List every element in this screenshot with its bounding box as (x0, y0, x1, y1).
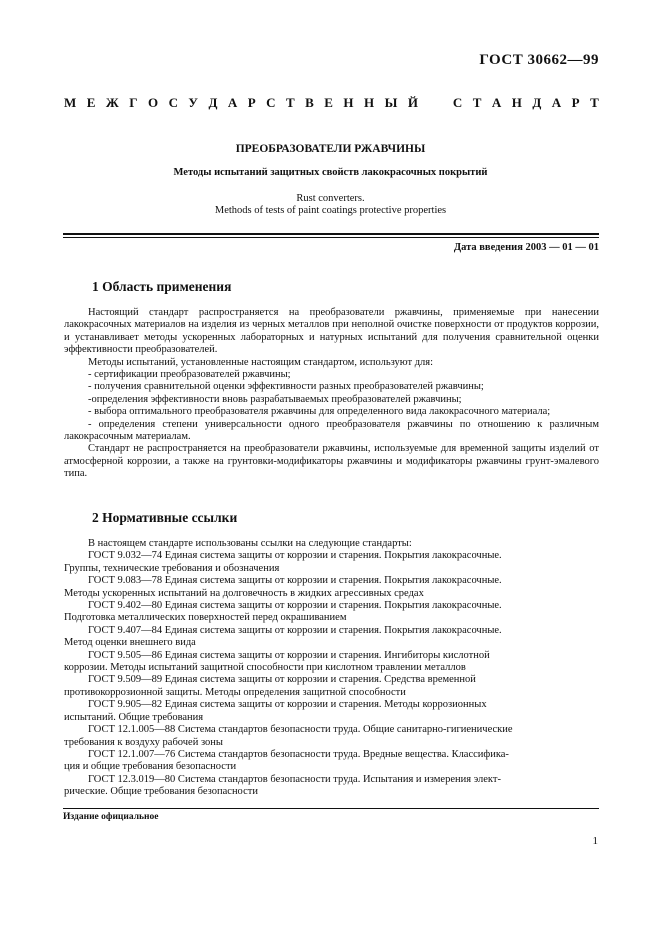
banner-letter: У (188, 95, 198, 110)
section-body (64, 307, 599, 481)
reference-line: противокоррозионной защиты. Методы определения защитной способности (64, 686, 406, 698)
reference-line: Метод оценки внешнего вида (64, 637, 196, 649)
section-heading: 1 Область применения (92, 279, 232, 294)
reference-line: ГОСТ 9.402—80 Единая система защиты от коррозии и старения. Покрытия лакокрасочные. (88, 600, 502, 612)
reference-line: ГОСТ 12.3.019—80 Система стандартов безопасности труда. Испытания и измерения элект- (88, 773, 501, 785)
banner-letter: М (64, 95, 77, 110)
reference-line: ГОСТ 9.505—86 Единая система защиты от коррозии и старения. Ингибиторы кислотной (88, 649, 490, 661)
paragraph: Методы испытаний, установленные настоящим стандартом, используют для: (88, 356, 434, 368)
references-list (64, 538, 599, 799)
banner-letter: Ы (384, 95, 398, 110)
reference-line: ГОСТ 9.905—82 Единая система защиты от коррозии и старения. Методы коррозионных (88, 699, 487, 711)
list-item (64, 625, 599, 650)
list-item (64, 575, 599, 600)
banner-letter: Й (407, 95, 418, 110)
banner-letter: Н (511, 95, 522, 110)
divider-thin (63, 237, 599, 238)
divider-thick (63, 233, 599, 235)
document-title: ПРЕОБРАЗОВАТЕЛИ РЖАВЧИНЫ (235, 143, 426, 155)
banner-letter: Е (324, 95, 333, 110)
reference-line: ГОСТ 12.1.005—88 Система стандартов безопасности труда. Общие санитарно-гигиенические (88, 724, 513, 736)
page-number: 1 (592, 835, 598, 847)
banner-letter: В (305, 95, 314, 110)
section-heading: 2 Нормативные ссылки (92, 510, 238, 525)
reference-line: рические. Общие требования безопасности (64, 786, 258, 798)
list-item (64, 550, 599, 575)
list-item: -определения эффективности вновь разрабатываемых преобразователей ржавчины; (88, 393, 462, 405)
banner-letter: Н (364, 95, 375, 110)
reference-line: ГОСТ 9.407—84 Единая система защиты от коррозии и старения. Покрытия лакокрасочные. (88, 624, 502, 636)
english-title-line: Rust converters. (296, 193, 365, 204)
banner-letter: Г (129, 95, 138, 110)
banner-letter (428, 95, 442, 111)
list-item (64, 699, 599, 724)
list-item (64, 774, 599, 799)
banner-letter: Д (208, 95, 218, 110)
banner-letter: А (227, 95, 238, 110)
banner-letter: Р (571, 95, 580, 110)
banner-letter: С (168, 95, 178, 110)
banner-letter: Н (343, 95, 354, 110)
paragraph: Стандарт не распространяется на преобразователи ржавчины, используемые для временной защиты изделий от атмосферной коррозии, а также на грунтовки-модификаторы ржавчины и модификаторы ржавчины грунт-эмалевого типа. (64, 443, 599, 480)
list-item (64, 749, 599, 774)
list-item: - определения степени универсальности одного преобразователя ржавчины по отношению к различным лакокрасочным материалам. (64, 418, 599, 443)
footer-divider (63, 808, 599, 809)
banner-letter: А (491, 95, 502, 110)
reference-line: Методы ускоренных испытаний на долговечность в жидких агрессивных средах (64, 587, 424, 599)
banner-letter: О (147, 95, 159, 110)
reference-line: ГОСТ 9.509—89 Единая система защиты от коррозии и старения. Средства временной (88, 674, 476, 686)
paragraph: Настоящий стандарт распространяется на преобразователи ржавчины, применяемые при нанесении лакокрасочных материалов на изделия из черных металлов при неполной очистке поверхности от продуктов коррозии, и устанавливает методы ускоренных лабораторных и натурных испытаний для получения сравнительной оценки эффективности преобразователей. (64, 307, 599, 356)
list-item: - сертификации преобразователей ржавчины; (88, 369, 291, 381)
banner-letter: Д (532, 95, 542, 110)
reference-line: ГОСТ 12.1.007—76 Система стандартов безопасности труда. Вредные вещества. Классифика- (88, 748, 509, 760)
banner-letter: Т (286, 95, 295, 110)
standard-number: ГОСТ 30662—99 (479, 52, 599, 68)
english-title (0, 193, 661, 217)
banner-letter: Р (247, 95, 256, 110)
banner-letter: Т (590, 95, 599, 110)
standard-type-banner (64, 95, 599, 111)
banner-letter: Т (472, 95, 482, 110)
reference-line: Группы, технические требования и обозначения (64, 562, 280, 574)
reference-line: ция и общие требования безопасности (64, 761, 237, 773)
reference-line: ГОСТ 9.083—78 Единая система защиты от коррозии и старения. Покрытия лакокрасочные. (88, 575, 502, 587)
introduction-date: Дата введения 2003 — 01 — 01 (453, 242, 599, 253)
banner-letter: Ж (105, 95, 119, 110)
reference-line: коррозии. Методы испытаний защитной способности при кислотном травлении металлов (64, 662, 466, 674)
list-item: - выбора оптимального преобразователя ржавчины для определенного вида лакокрасочного материала; (88, 406, 551, 418)
banner-letter: С (266, 95, 276, 110)
official-edition-label: Издание официальное (63, 812, 159, 822)
list-item (64, 724, 599, 749)
english-title-line: Methods of tests of paint coatings protective properties (214, 205, 447, 216)
list-item: - получения сравнительной оценки эффективности разных преобразователей ржавчины; (88, 381, 484, 393)
banner-letter: С (452, 95, 463, 110)
reference-line: требования к воздуху рабочей зоны (64, 736, 223, 748)
paragraph: В настоящем стандарте использованы ссылки на следующие стандарты: (88, 538, 412, 549)
reference-line: Подготовка металлических поверхностей перед окрашиванием (64, 612, 347, 624)
document-subtitle: Методы испытаний защитных свойств лакокрасочных покрытий (173, 167, 488, 178)
banner-letter: Е (86, 95, 96, 110)
banner-letter: А (551, 95, 562, 110)
reference-line: испытаний. Общие требования (64, 711, 204, 723)
list-item (64, 600, 599, 625)
list-item (64, 650, 599, 675)
reference-line: ГОСТ 9.032—74 Единая система защиты от коррозии и старения. Покрытия лакокрасочные. (88, 550, 502, 562)
list-item (64, 674, 599, 699)
